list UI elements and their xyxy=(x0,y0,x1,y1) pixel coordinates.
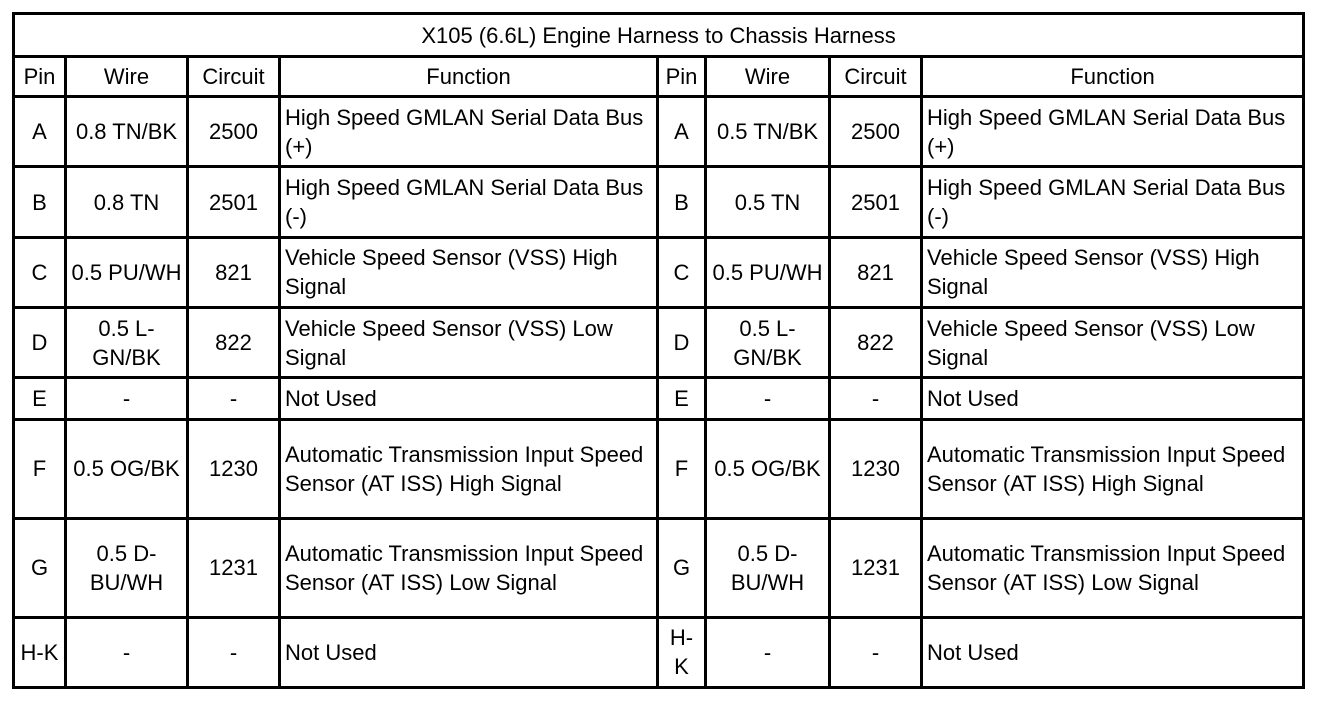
wire-cell: 0.8 TN xyxy=(66,167,188,237)
wire-cell: 0.5 D-BU/WH xyxy=(66,519,188,618)
function-cell: Not Used xyxy=(280,378,658,419)
header-function: Function xyxy=(922,57,1304,97)
circuit-cell: 1231 xyxy=(188,519,280,618)
function-cell: High Speed GMLAN Serial Data Bus (+) xyxy=(280,97,658,167)
header-wire: Wire xyxy=(706,57,830,97)
circuit-cell: 822 xyxy=(830,308,922,378)
table-row xyxy=(14,378,1304,419)
table-row xyxy=(14,617,1304,687)
function-cell: Automatic Transmission Input Speed Sensor (AT ISS) High Signal xyxy=(280,419,658,519)
function-cell: High Speed GMLAN Serial Data Bus (-) xyxy=(280,167,658,237)
pin-cell: G xyxy=(658,519,706,618)
circuit-cell: - xyxy=(188,617,280,687)
wire-cell: 0.5 L-GN/BK xyxy=(706,308,830,378)
header-function: Function xyxy=(280,57,658,97)
table-row xyxy=(14,237,1304,307)
pin-cell: C xyxy=(658,237,706,307)
wire-cell: 0.5 OG/BK xyxy=(706,419,830,519)
table-row xyxy=(14,97,1304,167)
table-row xyxy=(14,519,1304,618)
wire-cell: - xyxy=(66,378,188,419)
pin-cell: E xyxy=(658,378,706,419)
wire-cell: 0.5 L-GN/BK xyxy=(66,308,188,378)
table-row xyxy=(14,167,1304,237)
table-title: X105 (6.6L) Engine Harness to Chassis Harness xyxy=(14,14,1304,57)
pin-cell: H-K xyxy=(658,617,706,687)
header-circuit: Circuit xyxy=(188,57,280,97)
function-cell: Automatic Transmission Input Speed Sensor (AT ISS) High Signal xyxy=(922,419,1304,519)
wire-cell: - xyxy=(706,378,830,419)
wire-cell: 0.5 D-BU/WH xyxy=(706,519,830,618)
pin-cell: F xyxy=(658,419,706,519)
pin-cell: D xyxy=(658,308,706,378)
function-cell: High Speed GMLAN Serial Data Bus (+) xyxy=(922,97,1304,167)
wire-cell: - xyxy=(706,617,830,687)
pin-cell: H-K xyxy=(14,617,66,687)
wire-cell: 0.5 TN xyxy=(706,167,830,237)
circuit-cell: 2500 xyxy=(830,97,922,167)
pin-cell: A xyxy=(658,97,706,167)
connector-pinout-table xyxy=(12,12,1305,689)
circuit-cell: 2501 xyxy=(830,167,922,237)
header-circuit: Circuit xyxy=(830,57,922,97)
circuit-cell: 822 xyxy=(188,308,280,378)
pin-cell: D xyxy=(14,308,66,378)
header-pin: Pin xyxy=(14,57,66,97)
circuit-cell: - xyxy=(188,378,280,419)
circuit-cell: 2500 xyxy=(188,97,280,167)
circuit-cell: 821 xyxy=(830,237,922,307)
wire-cell: 0.5 PU/WH xyxy=(706,237,830,307)
function-cell: Automatic Transmission Input Speed Sensor (AT ISS) Low Signal xyxy=(922,519,1304,618)
table-row xyxy=(14,419,1304,519)
function-cell: High Speed GMLAN Serial Data Bus (-) xyxy=(922,167,1304,237)
circuit-cell: 2501 xyxy=(188,167,280,237)
pin-cell: B xyxy=(658,167,706,237)
function-cell: Vehicle Speed Sensor (VSS) Low Signal xyxy=(922,308,1304,378)
wire-cell: 0.8 TN/BK xyxy=(66,97,188,167)
function-cell: Not Used xyxy=(280,617,658,687)
wire-cell: - xyxy=(66,617,188,687)
wire-cell: 0.5 OG/BK xyxy=(66,419,188,519)
circuit-cell: 821 xyxy=(188,237,280,307)
function-cell: Vehicle Speed Sensor (VSS) High Signal xyxy=(922,237,1304,307)
circuit-cell: 1230 xyxy=(188,419,280,519)
pin-cell: A xyxy=(14,97,66,167)
pin-cell: B xyxy=(14,167,66,237)
function-cell: Not Used xyxy=(922,617,1304,687)
table-row xyxy=(14,308,1304,378)
wire-cell: 0.5 TN/BK xyxy=(706,97,830,167)
circuit-cell: - xyxy=(830,617,922,687)
function-cell: Vehicle Speed Sensor (VSS) Low Signal xyxy=(280,308,658,378)
header-wire: Wire xyxy=(66,57,188,97)
function-cell: Vehicle Speed Sensor (VSS) High Signal xyxy=(280,237,658,307)
pin-cell: G xyxy=(14,519,66,618)
function-cell: Not Used xyxy=(922,378,1304,419)
circuit-cell: 1230 xyxy=(830,419,922,519)
wire-cell: 0.5 PU/WH xyxy=(66,237,188,307)
circuit-cell: 1231 xyxy=(830,519,922,618)
pin-cell: C xyxy=(14,237,66,307)
pin-cell: E xyxy=(14,378,66,419)
pin-cell: F xyxy=(14,419,66,519)
header-pin: Pin xyxy=(658,57,706,97)
circuit-cell: - xyxy=(830,378,922,419)
function-cell: Automatic Transmission Input Speed Sensor (AT ISS) Low Signal xyxy=(280,519,658,618)
